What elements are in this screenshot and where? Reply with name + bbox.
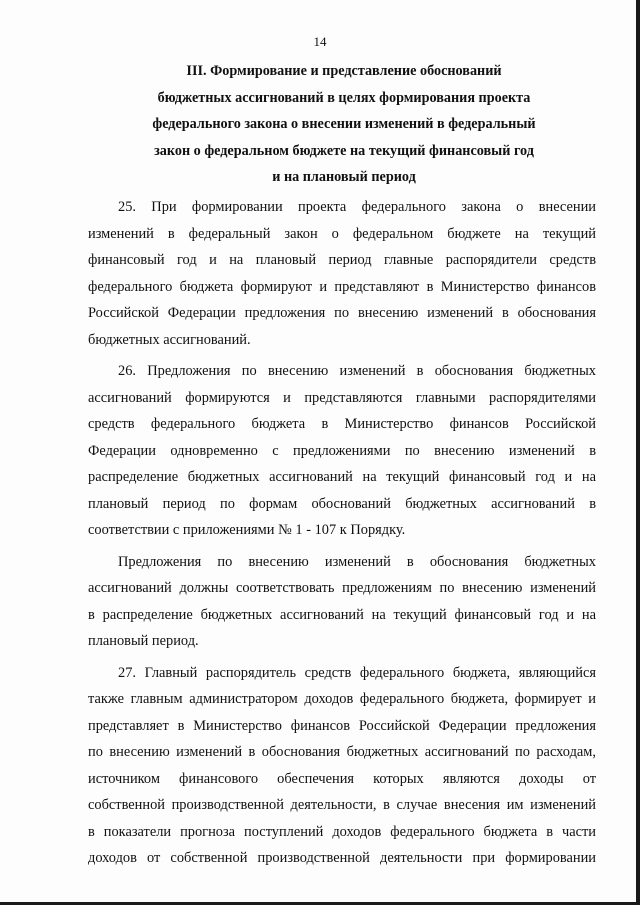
text-line: доходов от собственной производственной деятельности при формировании bbox=[88, 850, 596, 866]
text-line: финансовый год и на плановый период главные распорядители средств bbox=[88, 252, 596, 268]
paragraph-25 bbox=[88, 194, 596, 353]
paragraph-26 bbox=[88, 358, 596, 544]
text-line: федерального бюджета формируют и представляют в Министерство финансов bbox=[88, 278, 596, 295]
text-line: в распределение бюджетных ассигнований на текущий финансовый год и на bbox=[88, 606, 596, 623]
heading-line: бюджетных ассигнований в целях формирования проекта bbox=[157, 89, 531, 106]
heading-line: федерального закона о внесении изменений в федеральный bbox=[152, 116, 536, 132]
text-line: бюджетных ассигнований. bbox=[88, 331, 251, 348]
text-line: распределение бюджетных ассигнований на текущий финансовый год и на bbox=[88, 469, 596, 485]
text-line: изменений в федеральный закон о федеральном бюджете на текущий bbox=[88, 225, 596, 242]
text-line: Федерации одновременно с предложениями по внесению изменений в bbox=[88, 442, 596, 459]
section-heading bbox=[90, 58, 598, 191]
text-line: средств федерального бюджета в Министерство финансов Российской bbox=[88, 416, 596, 432]
text-line: ассигнований формируются и представляются главными распорядителями bbox=[88, 389, 596, 406]
text-line: 26. Предложения по внесению изменений в обоснования бюджетных bbox=[118, 363, 596, 379]
text-line: источником финансового обеспечения которых являются доходы от bbox=[88, 770, 596, 787]
heading-line: закон о федеральном бюджете на текущий финансовый год bbox=[154, 142, 534, 159]
text-line: плановый период. bbox=[88, 633, 199, 649]
text-line: в показатели прогноза поступлений доходов федерального бюджета в части bbox=[88, 823, 596, 840]
text-line: 27. Главный распорядитель средств федерального бюджета, являющийся bbox=[118, 664, 596, 681]
scan-edge-right bbox=[636, 0, 640, 905]
paragraph-27 bbox=[88, 660, 596, 872]
text-line: ассигнований должны соответствовать предложениям по внесению изменений bbox=[88, 580, 596, 596]
document-body bbox=[88, 194, 596, 872]
text-line: также главным администратором доходов федерального бюджета, формирует и bbox=[88, 691, 596, 707]
text-line: собственной производственной деятельности, в случае внесения им изменений bbox=[88, 797, 596, 813]
text-line: представляет в Министерство финансов Российской Федерации предложения bbox=[88, 717, 596, 734]
paragraph-26-continued bbox=[88, 549, 596, 655]
text-line: соответствии с приложениями № 1 - 107 к Порядку. bbox=[88, 522, 406, 538]
text-line: Предложения по внесению изменений в обоснования бюджетных bbox=[118, 553, 596, 570]
text-line: Российской Федерации предложения по внесению изменений в обоснования bbox=[88, 305, 596, 321]
text-line: плановый период по формам обоснований бюджетных ассигнований в bbox=[88, 495, 596, 512]
heading-line: и на плановый период bbox=[272, 169, 416, 185]
heading-line: III. Формирование и представление обоснований bbox=[186, 63, 502, 79]
text-line: по внесению изменений в обоснования бюджетных ассигнований по расходам, bbox=[88, 744, 596, 760]
text-line: 25. При формировании проекта федерального закона о внесении bbox=[118, 199, 596, 215]
page-number: 14 bbox=[313, 34, 327, 49]
